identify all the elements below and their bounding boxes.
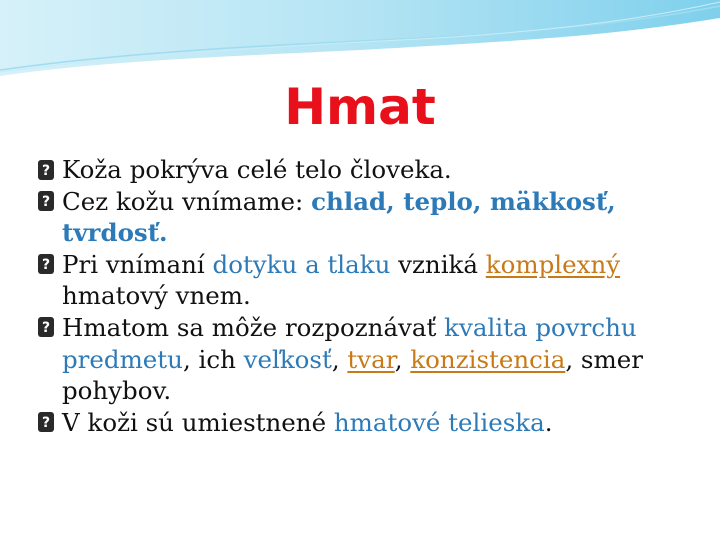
text-run: , smer pohybov. [62, 344, 643, 406]
missing-glyph-icon [36, 158, 55, 181]
missing-glyph-icon [36, 316, 55, 339]
text-run: Pri vnímaní [62, 249, 213, 279]
text-run: veľkosť [243, 344, 332, 374]
missing-glyph-icon [36, 190, 55, 213]
slide-title: Hmat [284, 78, 436, 136]
text-run: konzistencia [410, 344, 566, 374]
text-run: chlad, teplo, mäkkosť, tvrdosť. [62, 186, 616, 248]
text-run: tvar [347, 344, 395, 374]
text-run: vzniká [390, 249, 486, 279]
missing-glyph-icon [36, 411, 55, 434]
bullet-item [36, 407, 696, 439]
text-run: Hmatom sa môže rozpoznávať [62, 312, 445, 342]
text-run: Koža pokrýva celé telo človeka. [62, 155, 452, 184]
text-run: . [544, 407, 553, 437]
missing-glyph-icon [36, 253, 55, 276]
text-run: kvalita povrchu predmetu [62, 312, 637, 374]
bullet-list [36, 154, 696, 438]
text-run: , [394, 344, 411, 374]
text-run: komplexný [485, 249, 621, 279]
svg-text:?: ? [41, 162, 50, 179]
text-run: Cez kožu vnímame: [62, 186, 312, 216]
svg-text:?: ? [41, 194, 50, 211]
svg-text:?: ? [41, 257, 50, 274]
text-run: V koži sú umiestnené [62, 407, 334, 437]
bullet-item [36, 249, 696, 312]
bullet-item [36, 154, 696, 186]
svg-text:?: ? [41, 415, 50, 432]
text-run: hmatové telieska [333, 407, 545, 437]
text-run: hmatový vnem. [62, 281, 251, 311]
text-run: dotyku a tlaku [212, 249, 391, 279]
text-run: , ich [182, 344, 244, 374]
text-run: , [331, 344, 348, 374]
svg-text:?: ? [41, 320, 50, 337]
bullet-item [36, 312, 696, 407]
bullet-item [36, 186, 696, 249]
